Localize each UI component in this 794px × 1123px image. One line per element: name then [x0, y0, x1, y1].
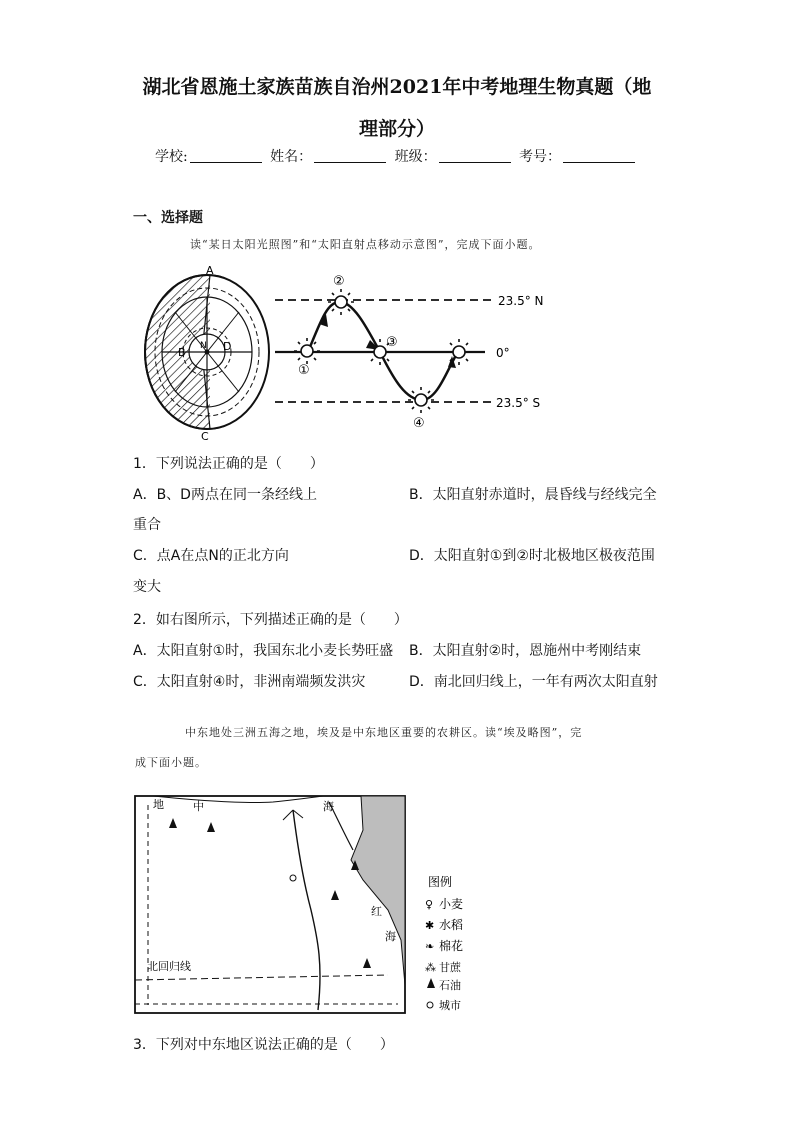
egypt-map: [133, 790, 483, 1022]
name-blank: [314, 148, 386, 163]
label-b: B: [178, 346, 186, 359]
sugarcane-icon: ⁂: [425, 961, 436, 974]
school-label: 学校:: [154, 149, 188, 165]
legend-item: 小麦: [439, 897, 464, 911]
q1-option-a: A．B、D两点在同一条经线上: [133, 487, 317, 503]
legend-item: 城市: [439, 999, 461, 1012]
intro-text-2: 中东地处三洲五海之地，埃及是中东地区重要的农耕区。读“埃及略图”，完: [185, 726, 583, 739]
point-1-label: ①: [298, 363, 310, 378]
label-d: D: [223, 340, 232, 353]
oil-legend-icon: [427, 978, 435, 988]
cotton-icon: ❧: [425, 940, 435, 953]
question-1-stem: 1．下列说法正确的是（ ）: [133, 456, 324, 472]
city-legend-icon: [427, 1002, 433, 1008]
red-sea-label-2: 海: [385, 930, 396, 943]
q1-option-d: D．太阳直射①到②时北极地区极夜范围: [409, 548, 655, 564]
lat-south-label: 23.5° S: [496, 396, 541, 410]
q2-option-d: D．南北回归线上，一年有两次太阳直射: [409, 674, 658, 690]
question-2-stem: 2．如右图所示，下列描述正确的是（ ）: [133, 612, 408, 628]
sunlight-figure: [140, 262, 580, 444]
point-2-label: ②: [333, 274, 345, 289]
q2-option-b: B．太阳直射②时，恩施州中考刚结束: [409, 643, 642, 659]
sea-label-zhong: 中: [193, 800, 204, 813]
point-4-label: ④: [413, 416, 425, 431]
q1-option-d-cont: 变大: [133, 579, 161, 595]
lat-equator-label: 0°: [496, 346, 510, 360]
q2-option-a: A．太阳直射①时，我国东北小麦长势旺盛: [133, 643, 394, 659]
class-blank: [439, 148, 511, 163]
q2-option-c: C．太阳直射④时，非洲南端频发洪灾: [133, 674, 366, 690]
class-label: 班级：: [394, 149, 437, 165]
legend-item: 水稻: [439, 918, 464, 932]
name-label: 姓名：: [270, 149, 313, 165]
exam-no-label: 考号：: [519, 149, 562, 165]
label-a: A: [206, 264, 214, 277]
page-title-cont: 理部分）: [358, 118, 435, 140]
rice-icon: ✱: [425, 919, 435, 932]
legend-item: 棉花: [439, 939, 464, 953]
sea-label-di: 地: [153, 798, 164, 811]
tropic-label: 北回归线: [147, 960, 191, 973]
section-heading: 一、选择题: [133, 210, 203, 226]
red-sea-label-1: 红: [371, 905, 382, 918]
student-info-line: [0, 146, 794, 166]
legend: [425, 897, 463, 1012]
q1-option-c: C．点A在点N的正北方向: [133, 548, 289, 564]
q1-option-b-cont: 重合: [133, 517, 161, 533]
school-blank: [190, 148, 262, 163]
legend-item: 甘蔗: [439, 961, 461, 974]
exam-no-blank: [563, 148, 635, 163]
q1-option-b: B．太阳直射赤道时，晨昏线与经线完全: [409, 487, 657, 503]
intro-text-2-cont: 成下面小题。: [135, 756, 207, 769]
globe-diagram: [145, 275, 272, 429]
page-title: 湖北省恩施土家族苗族自治州2021年中考地理生物真题（地: [142, 76, 652, 98]
question-3-stem: 3．下列对中东地区说法正确的是（ ）: [133, 1037, 394, 1053]
sea-label-hai: 海: [323, 800, 334, 813]
point-3-label: ③: [386, 335, 398, 350]
lat-north-label: 23.5° N: [498, 294, 544, 308]
label-n: N: [200, 341, 207, 351]
legend-title: 图例: [428, 875, 453, 889]
legend-item: 石油: [439, 979, 461, 992]
intro-text-1: 读“某日太阳光照图”和“太阳直射点移动示意图”，完成下面小题。: [190, 238, 541, 251]
wheat-icon: ♀: [425, 898, 434, 911]
label-c: C: [201, 430, 209, 443]
